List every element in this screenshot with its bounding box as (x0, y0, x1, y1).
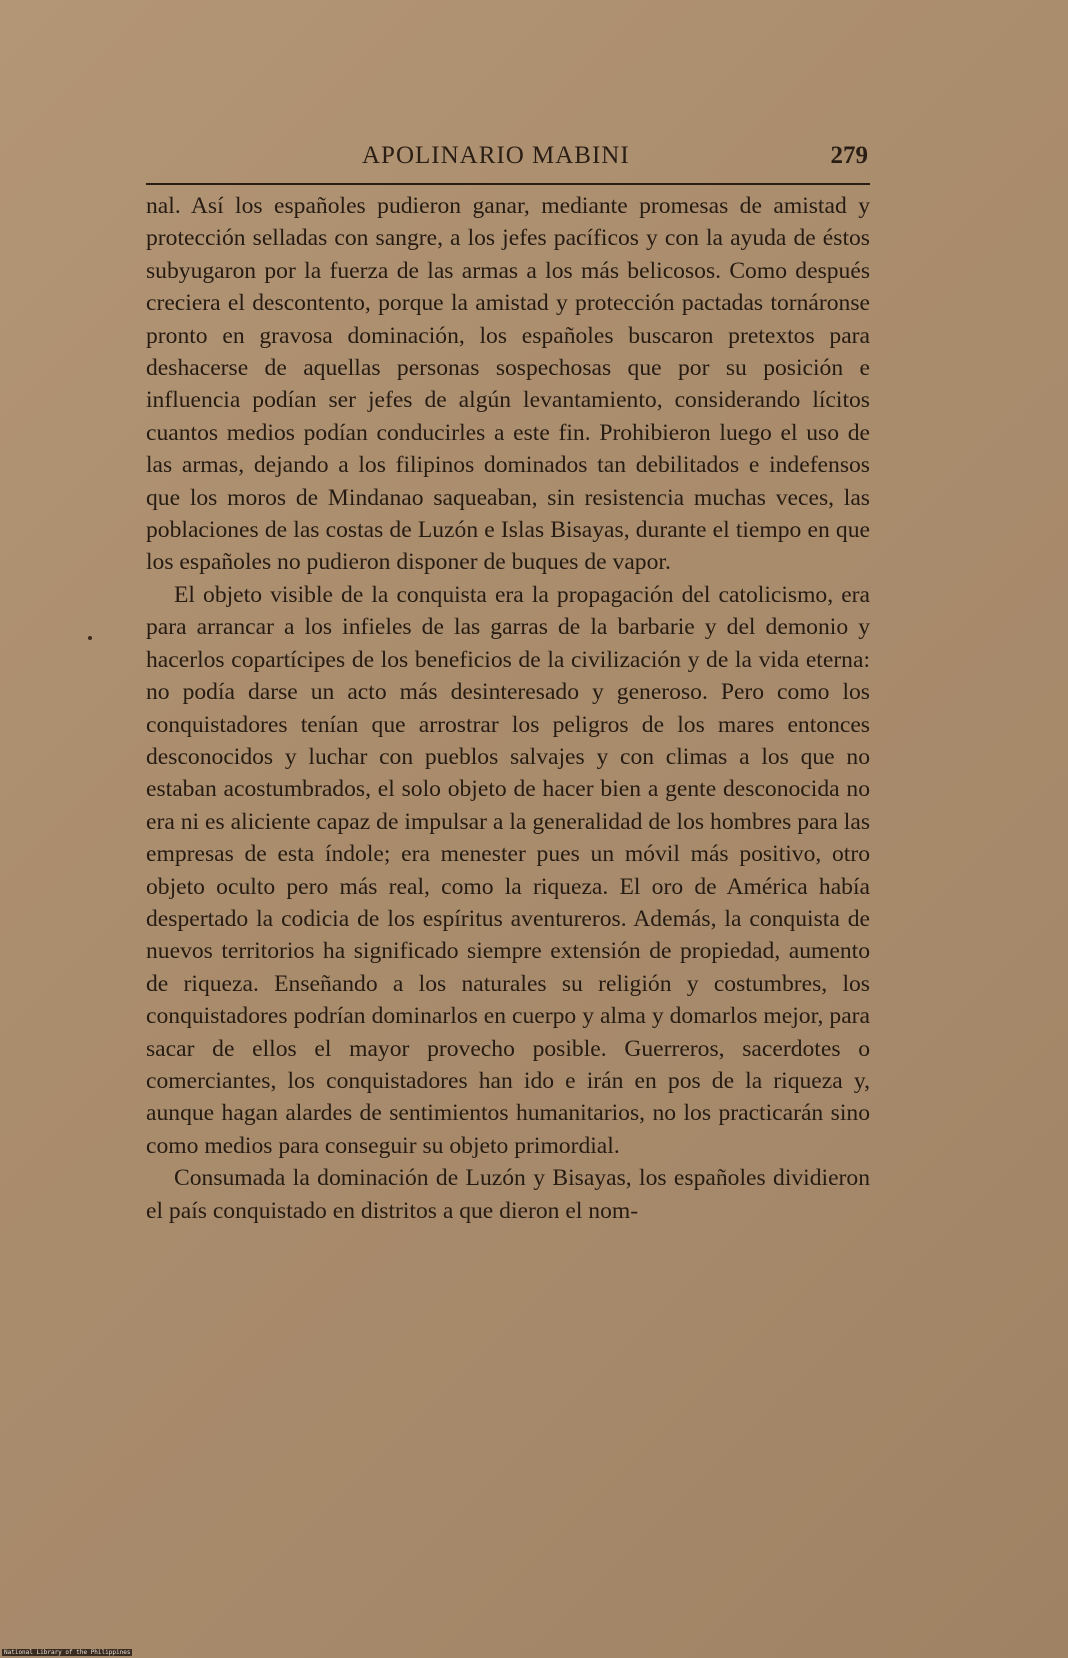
scan-credit: National Library of the Philippines (4, 1649, 131, 1656)
running-head: APOLINARIO MABINI (362, 142, 630, 169)
paragraph: Consumada la dominación de Luzón y Bisayas, los españoles dividieron el país conquistado en distritos a que dieron el nom- (146, 1165, 870, 1224)
paragraph: El objeto visible de la conquista era la propagación del catolicismo, era para arrancar a los infieles de las garras de la barbarie y del demonio y hacerlos copartícipes de los beneficios de la civilización y de la vida eterna: no podía darse un acto más desinteresado y generoso. Pero como los conquistadores tenían que arrostrar los peligros de los mares entonces desconocidos y luchar con pueblos salvajes y con climas a los que no estaban acostumbrados, el solo objeto de hacer bien a gente desconocida no era ni es aliciente capaz de impulsar a la generalidad de los hombres para las empresas de esta índole; era menester pues un móvil más positivo, otro objeto oculto pero más real, como la riqueza. El oro de América había despertado la codicia de los espíritus aventureros. Además, la conquista de nuevos territorios ha significado siempre extensión de propiedad, aumento de riqueza. Enseñando a los naturales su religión y costumbres, los conquistadores podrían dominarlos en cuerpo y alma y domarlos mejor, para sacar de ellos el mayor provecho posible. Guerreros, sacerdotes o comerciantes, los conquistadores han ido e irán en pos de la riqueza y, aunque hagan alardes de sentimientos humanitarios, no los practicarán sino como medios para conseguir su objeto primordial. (146, 581, 870, 1159)
body-text (146, 190, 870, 1227)
paragraph-continued: nal. Así los españoles pudieron ganar, mediante promesas de amistad y protección selladas con sangre, a los jefes pacíficos y con la ayuda de éstos subyugaron por la fuerza de las armas a los más belicosos. Como después creciera el descontento, porque la amistad y protección pactadas tornáronse pronto en gravosa dominación, los españoles buscaron pretextos para deshacerse de aquellas personas sospechosas que por su posición e influencia podían ser jefes de algún levantamiento, considerando lícitos cuantos medios podían conducirles a este fin. Prohibieron luego el uso de las armas, dejando a los filipinos dominados tan debilitados e indefensos que los moros de Mindanao saqueaban, sin resistencia muchas veces, las poblaciones de las costas de Luzón e Islas Bisayas, durante el tiempo en que los españoles no pudieron disponer de buques de vapor. (146, 193, 870, 576)
header-rule (146, 183, 870, 185)
margin-speck (88, 636, 92, 640)
page-number: 279 (830, 142, 868, 169)
page-header (148, 142, 868, 182)
